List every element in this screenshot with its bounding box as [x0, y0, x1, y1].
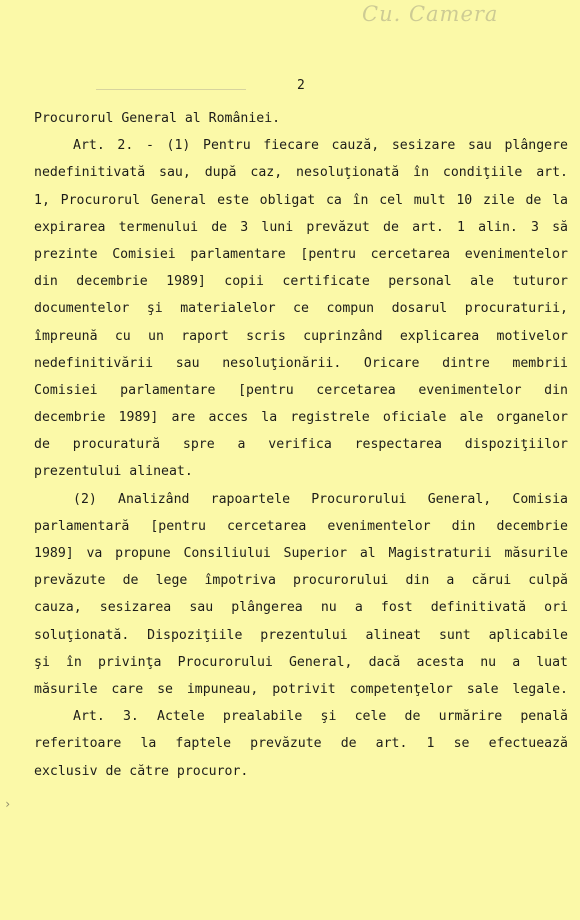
paragraph-2-start-line: (2) Analizând rapoartele Procurorului General, Comisia	[73, 491, 568, 507]
margin-bracket-mark: ›	[4, 797, 12, 811]
text-line: împreună cu un raport scris cuprinzând explicarea motivelor	[34, 328, 568, 344]
text-line: nedefinitivată sau, după caz, nesoluţionată în condiţiile art.	[34, 165, 568, 181]
article-2-heading-line: Art. 2. - (1) Pentru fiecare cauză, sesizare sau plângere	[73, 138, 568, 154]
text-line: măsurile care se impuneau, potrivit competenţelor sale legale.	[34, 681, 568, 697]
text-line: expirarea termenului de 3 luni prevăzut de art. 1 alin. 3 să	[34, 219, 568, 235]
text-line: soluţionată. Dispoziţiile prezentului alineat sunt aplicabile	[34, 627, 568, 643]
document-body	[34, 105, 568, 785]
text-line: nedefinitivării sau nesoluţionării. Oricare dintre membrii	[34, 355, 568, 371]
text-line: Procurorul General al României.	[34, 111, 281, 126]
text-line: şi în privinţa Procurorului General, dacă acesta nu a luat	[34, 654, 568, 670]
article-3-heading-line: Art. 3. Actele prealabile şi cele de urmărire penală	[73, 709, 568, 725]
text-line: Comisiei parlamentare [pentru cercetarea evenimentelor din	[34, 382, 568, 398]
text-line: decembrie 1989] are acces la registrele oficiale ale organelor	[34, 410, 568, 426]
text-line: prevăzute de lege împotriva procurorului din a cărui culpă	[34, 573, 568, 589]
text-line: parlamentară [pentru cercetarea evenimentelor din decembrie	[34, 518, 568, 534]
faint-rule	[96, 89, 246, 90]
text-line: documentelor şi materialelor ce compun dosarul procuraturii,	[34, 301, 568, 317]
text-line: referitoare la faptele prevăzute de art. 1 se efectuează	[34, 736, 568, 752]
text-line: 1989] va propune Consiliului Superior al Magistraturii măsurile	[34, 546, 568, 561]
text-line: prezentului alineat.	[34, 464, 193, 480]
text-line: din decembrie 1989] copii certificate personal ale tuturor	[34, 274, 568, 290]
text-line: prezinte Comisiei parlamentare [pentru cercetarea evenimentelor	[34, 246, 568, 262]
text-line: cauza, sesizarea sau plângerea nu a fost definitivată ori	[34, 600, 568, 616]
text-line: 1, Procurorul General este obligat ca în cel mult 10 zile de la	[34, 192, 568, 208]
text-line: exclusiv de către procuror.	[34, 763, 249, 779]
handwritten-annotation: Cu. Camera	[362, 2, 499, 26]
page-number: 2	[297, 78, 305, 93]
text-line: de procuratură spre a verifica respectarea dispoziţiilor	[34, 437, 568, 453]
